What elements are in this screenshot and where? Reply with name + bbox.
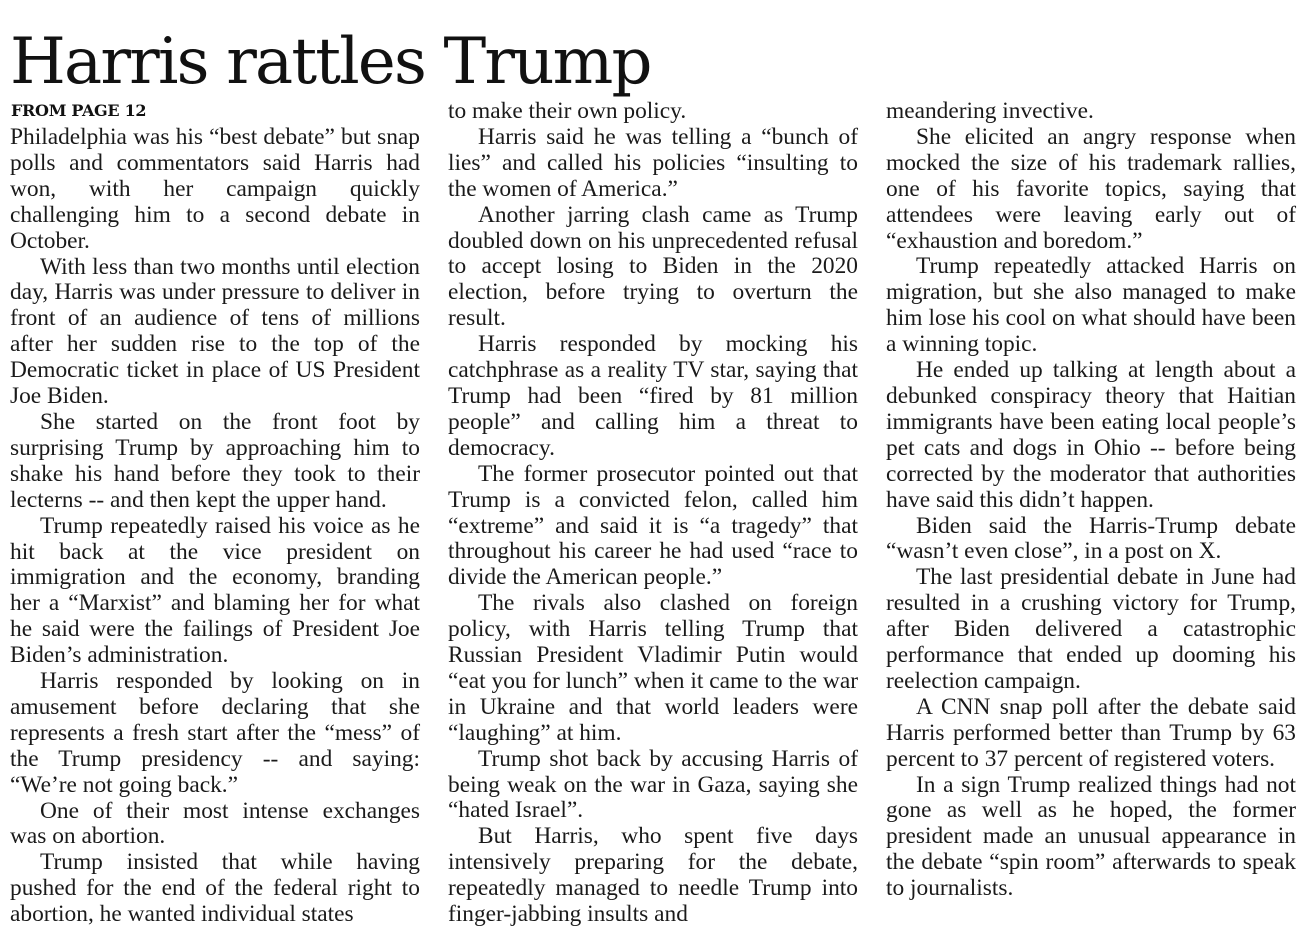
paragraph: Trump insisted that while having pushed for the end of the federal right to abortion, he wanted individual states xyxy=(10,849,420,928)
paragraph: But Harris, who spent five days intensively preparing for the debate, repeatedly managed to needle Trump into finger-jabbing insults and xyxy=(448,823,858,928)
paragraph: The former prosecutor pointed out that Trump is a convicted felon, called him “extreme” and said it is “a tragedy” that throughout his career he had used “race to divide the American people.” xyxy=(448,460,858,591)
paragraph: One of their most intense exchanges was on abortion. xyxy=(10,797,420,850)
paragraph: Trump repeatedly attacked Harris on migration, but she also managed to make him lose his cool on what should have been a winning topic. xyxy=(886,253,1296,358)
paragraph: With less than two months until election day, Harris was under pressure to deliver in front of an audience of tens of millions after her sudden rise to the top of the Democratic ticket in place of US President Joe Biden. xyxy=(10,253,420,410)
continued-from-label: FROM PAGE 12 xyxy=(11,101,147,120)
headline: Harris rattles Trump xyxy=(10,25,651,99)
paragraph: Philadelphia was his “best debate” but snap polls and commentators said Harris had won, with her campaign quickly challenging him to a second debate in October. xyxy=(10,124,420,254)
paragraph: to make their own policy. xyxy=(448,98,687,124)
paragraph: The last presidential debate in June had resulted in a crushing victory for Trump, after Biden delivered a catastrophic performance that ended up dooming his reelection campaign. xyxy=(886,564,1296,694)
paragraph: The rivals also clashed on foreign policy, with Harris telling Trump that Russian President Vladimir Putin would “eat you for lunch” when it came to the war in Ukraine and that world leaders were “laughing” at him. xyxy=(448,590,858,746)
paragraph: Trump shot back by accusing Harris of being weak on the war in Gaza, saying she “hated Israel”. xyxy=(448,745,858,824)
paragraph: She elicited an angry response when mocked the size of his trademark rallies, one of his favorite topics, saying that attendees were leaving early out of “exhaustion and boredom.” xyxy=(886,123,1296,254)
paragraph: A CNN snap poll after the debate said Harris performed better than Trump by 63 percent to 37 percent of registered voters. xyxy=(886,693,1296,772)
paragraph: meandering invective. xyxy=(886,98,1094,124)
paragraph: Harris responded by mocking his catchphrase as a reality TV star, saying that Trump had been “fired by 81 million people” and calling him a threat to democracy. xyxy=(448,331,858,461)
paragraph: Harris responded by looking on in amusement before declaring that she represents a fresh start after the “mess” of the Trump presidency -- and saying: “We’re not going back.” xyxy=(10,668,420,798)
article-column-2 xyxy=(448,99,858,928)
paragraph: Trump repeatedly raised his voice as he hit back at the vice president on immigration and the economy, branding her a “Marxist” and blaming her for what he said were the failings of President Joe Biden’s administration. xyxy=(10,512,420,669)
article-column-1 xyxy=(10,125,420,928)
paragraph: In a sign Trump realized things had not gone as well as he hoped, the former president made an unusual appearance in the debate “spin room” afterwards to speak to journalists. xyxy=(886,771,1296,902)
article-column-3 xyxy=(886,99,1296,902)
paragraph: Harris said he was telling a “bunch of lies” and called his policies “insulting to the women of America.” xyxy=(448,123,858,202)
paragraph: She started on the front foot by surprising Trump by approaching him to shake his hand before they took to their lecterns -- and then kept the upper hand. xyxy=(10,408,420,513)
paragraph: Biden said the Harris-Trump debate “wasn’t even close”, in a post on X. xyxy=(886,512,1296,565)
paragraph: He ended up talking at length about a debunked conspiracy theory that Haitian immigrants have been eating local people’s pet cats and dogs in Ohio -- before being corrected by the moderator that authorities have said this didn’t happen. xyxy=(886,357,1296,513)
paragraph: Another jarring clash came as Trump doubled down on his unprecedented refusal to accept losing to Biden in the 2020 election, before trying to overturn the result. xyxy=(448,201,858,332)
